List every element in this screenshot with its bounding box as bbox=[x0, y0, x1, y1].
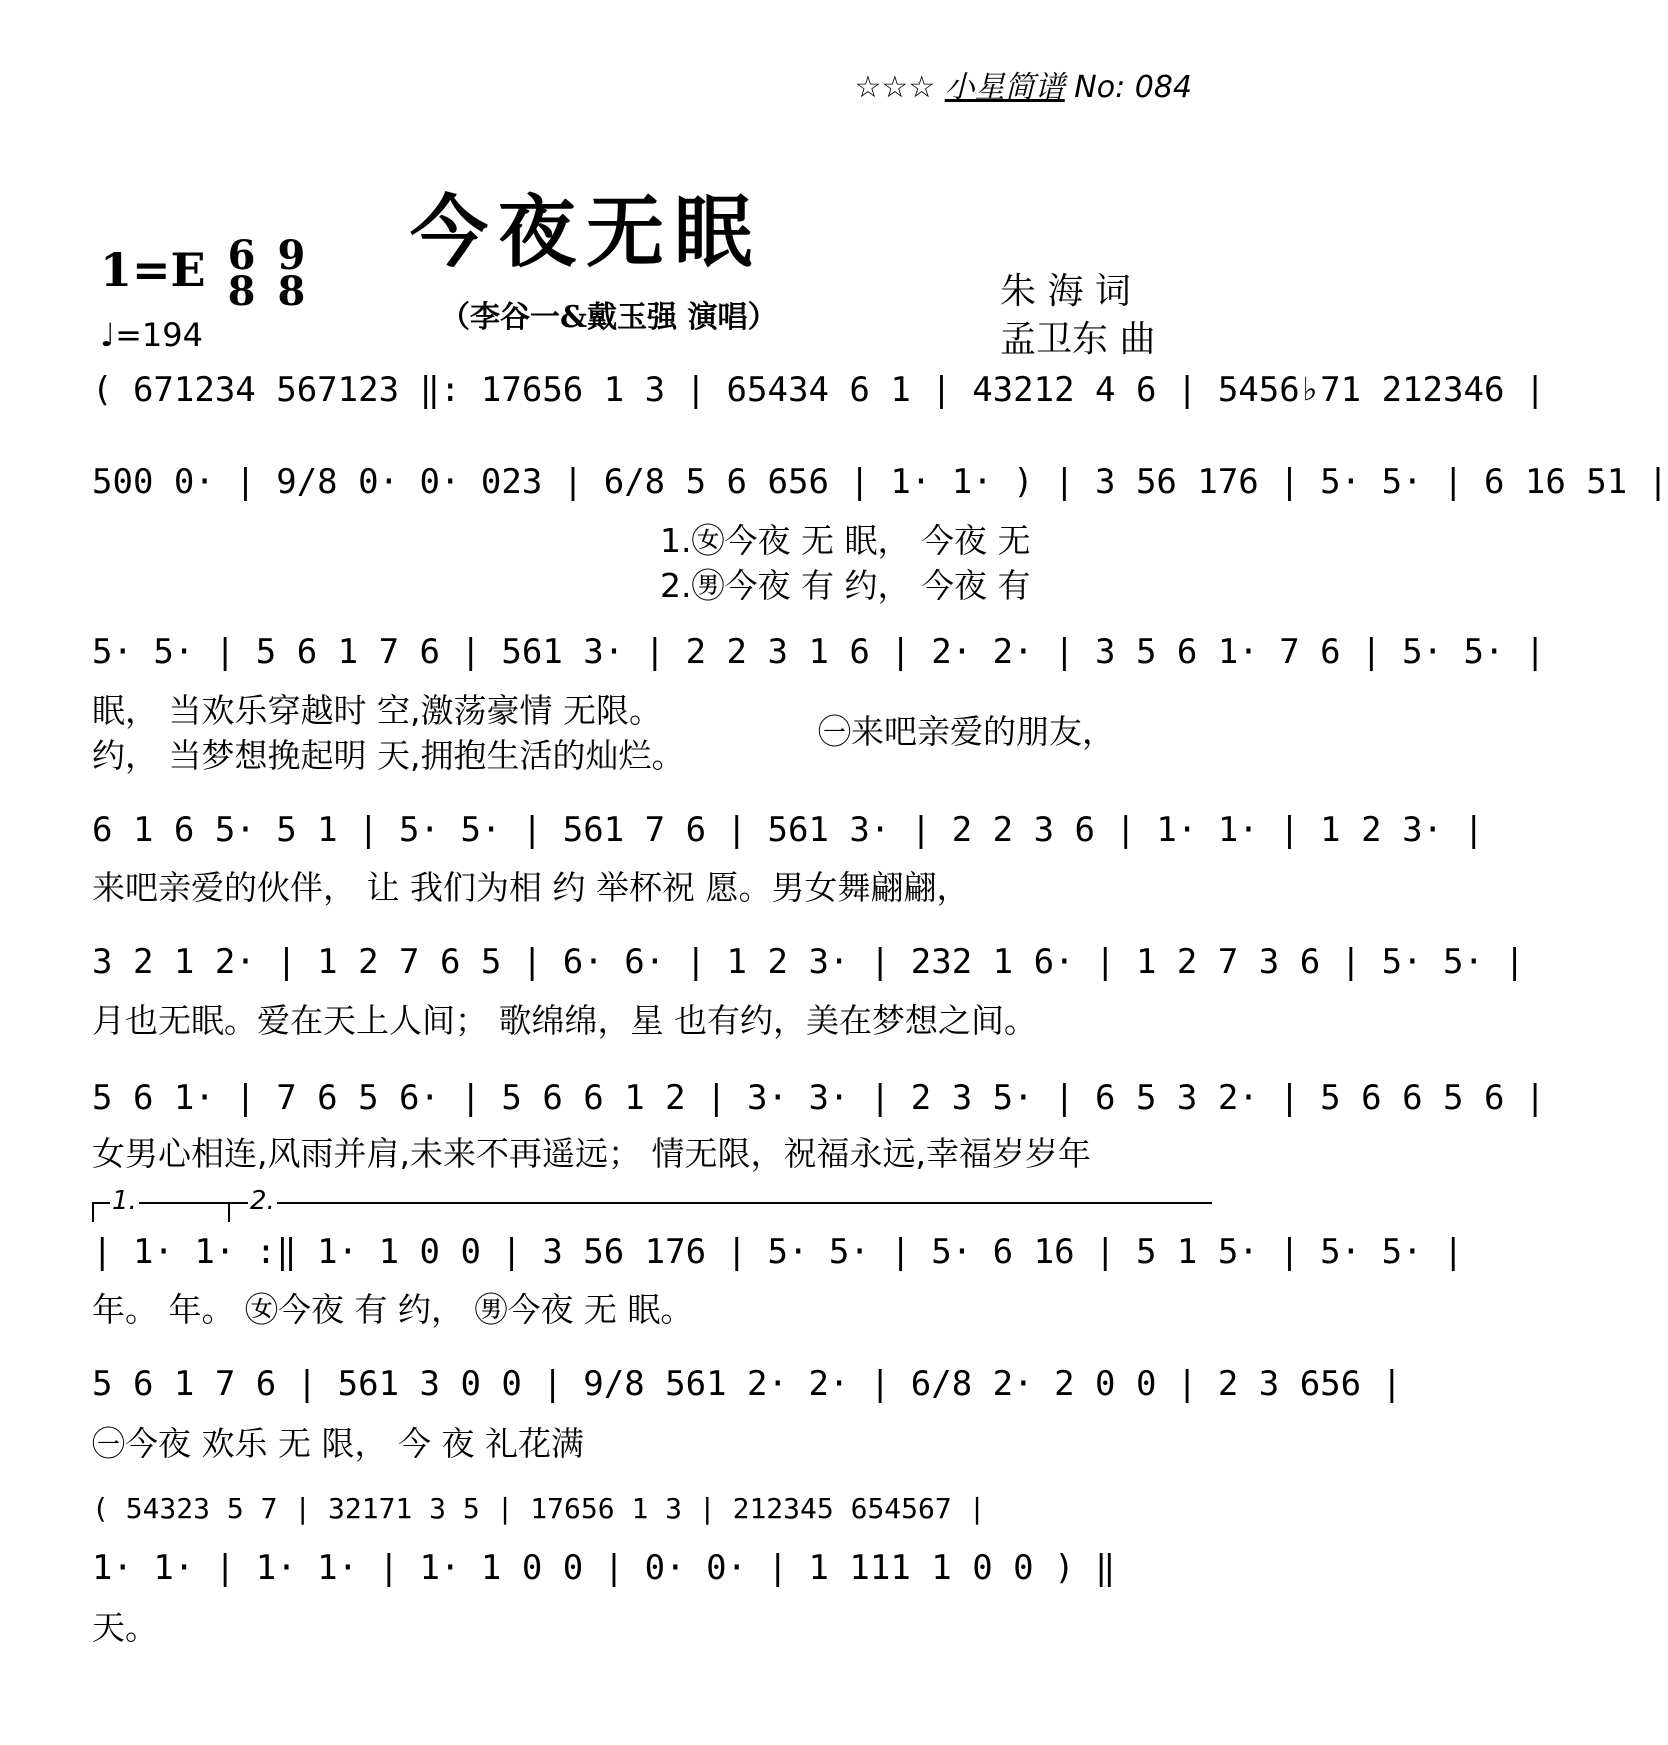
volta-first-label: 1. bbox=[112, 1186, 137, 1216]
lyric-line-6: 女男心相连,风雨并肩,未来不再遥远； 情无限，祝福永远,幸福岁岁年 bbox=[92, 1134, 1091, 1173]
score-line-10: 1· 1· | 1· 1· | 1· 1 0 0 | 0· 0· | 1 111 1 0 0 ) ‖ bbox=[92, 1548, 1116, 1588]
lyric-verse-1: 1.㊛今夜 无 眠， 今夜 无 bbox=[660, 521, 1031, 560]
score-line-3: 5· 5· | 5 6 1 7 6 | 561 3· | 2 2 3 1 6 | 2· 2· | 3 5 6 1· 7 6 | 5· 5· | bbox=[92, 632, 1546, 672]
volta-second-label: 2. bbox=[250, 1186, 275, 1216]
lyric-chorus-start: ㊀来吧亲爱的朋友， bbox=[818, 712, 1115, 751]
lyric-verse-2: 2.㊚今夜 有 约， 今夜 有 bbox=[660, 566, 1031, 605]
lyric-line-7: 年。 年。 ㊛今夜 有 约， ㊚今夜 无 眠。 bbox=[92, 1290, 694, 1329]
catalog-number: No: 084 bbox=[1074, 70, 1192, 105]
score-line-5: 3 2 1 2· | 1 2 7 6 5 | 6· 6· | 1 2 3· | 232 1 6· | 1 2 7 3 6 | 5· 5· | bbox=[92, 942, 1525, 982]
score-line-2: 500 0· | 9/8 0· 0· 023 | 6/8 5 6 656 | 1· 1· ) | 3 56 176 | 5· 5· | 6 16 51 | bbox=[92, 462, 1668, 502]
score-catalog-mark bbox=[855, 62, 1192, 106]
lyric-line-5: 月也无眠。爱在天上人间； 歌绵绵，星 也有约，美在梦想之间。 bbox=[92, 1001, 1037, 1040]
lyric-line-4: 来吧亲爱的伙伴， 让 我们为相 约 举杯祝 愿。男女舞翩翩， bbox=[92, 868, 970, 907]
volta-first-tick bbox=[92, 1202, 94, 1222]
tempo-marking: ♩=194 bbox=[100, 316, 203, 354]
volta-second-tick bbox=[228, 1202, 230, 1222]
score-line-7: | 1· 1· :‖ 1· 1 0 0 | 3 56 176 | 5· 5· | 5· 6 16 | 5 1 5· | 5· 5· | bbox=[92, 1232, 1464, 1272]
composer-credit: 孟卫东 曲 bbox=[1000, 319, 1156, 360]
score-line-9-accompaniment: ( 54323 5 7 | 32171 3 5 | 17656 1 3 | 212345 654567 | bbox=[92, 1492, 986, 1525]
score-line-1: ( 671234 567123 ‖: 17656 1 3 | 65434 6 1 | 43212 4 6 | 5456♭71 212346 | bbox=[92, 370, 1546, 410]
score-line-4: 6 1 6 5· 5 1 | 5· 5· | 561 7 6 | 561 3· | 2 2 3 6 | 1· 1· | 1 2 3· | bbox=[92, 810, 1484, 850]
score-line-6: 5 6 1· | 7 6 5 6· | 5 6 6 1 2 | 3· 3· | 2 3 5· | 6 5 3 2· | 5 6 6 5 6 | bbox=[92, 1078, 1546, 1118]
key-signature: 1=E bbox=[100, 243, 206, 297]
song-title: 今夜无眠 bbox=[410, 187, 763, 278]
time-signature-9-8: 9 8 bbox=[277, 232, 306, 315]
lyric-line-3b: 约， 当梦想挽起明 天,拥抱生活的灿烂。 bbox=[92, 736, 685, 775]
performers-note: （李谷一&戴玉强 演唱） bbox=[440, 300, 778, 335]
lyricist-credit: 朱 海 词 bbox=[1000, 271, 1131, 312]
catalog-name: 小星简谱 bbox=[944, 70, 1065, 105]
credits bbox=[1000, 268, 1155, 364]
lyric-line-9: 天。 bbox=[92, 1608, 158, 1647]
lyric-line-3a: 眠， 当欢乐穿越时 空,激荡豪情 无限。 bbox=[92, 691, 662, 730]
time-signature-6-8: 6 8 bbox=[227, 232, 256, 315]
star-icons: ☆☆☆ bbox=[854, 70, 936, 105]
lyric-line-8: ㊀今夜 欢乐 无 限， 今 夜 礼花满 bbox=[92, 1424, 584, 1463]
key-and-meter bbox=[100, 232, 306, 315]
score-line-8: 5 6 1 7 6 | 561 3 0 0 | 9/8 561 2· 2· | 6/8 2· 2 0 0 | 2 3 656 | bbox=[92, 1364, 1403, 1404]
